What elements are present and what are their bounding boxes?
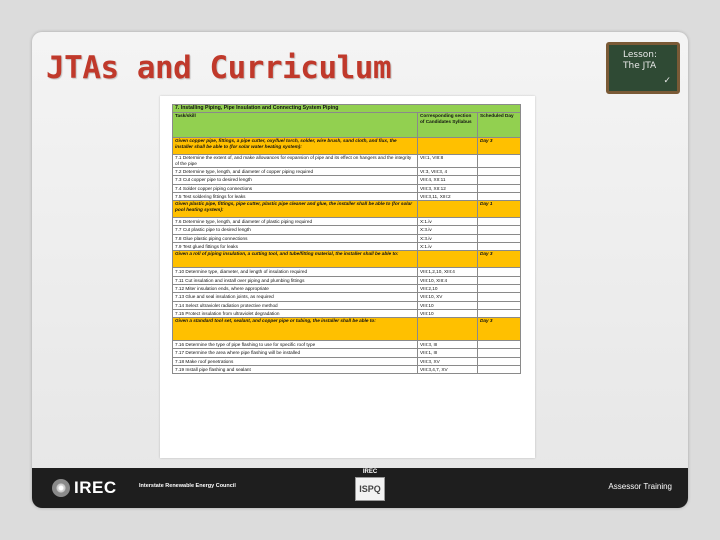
cell-section: VIII:10, XIII:4 xyxy=(418,276,478,284)
cell-task: 7.10 Determine type, diameter, and length of insulation required xyxy=(173,268,418,276)
cell-section: VII:1, VIII:8 xyxy=(418,155,478,168)
table-row-given xyxy=(173,251,521,268)
cell-day xyxy=(478,226,521,234)
cell-day xyxy=(478,293,521,301)
table-row xyxy=(173,268,521,276)
table-row xyxy=(173,218,521,226)
cell-section: VIII:4, XII:11 xyxy=(418,176,478,184)
cell-section: VI:3, VIII:3, 4 xyxy=(418,168,478,176)
cell-day: Day 3 xyxy=(478,318,521,341)
cell-day: Day 3 xyxy=(478,251,521,268)
cell-section xyxy=(418,318,478,341)
cell-task: 7.3 Cut copper pipe to desired length xyxy=(173,176,418,184)
table-row xyxy=(173,184,521,192)
cell-section xyxy=(418,201,478,218)
cell-section: VIII:3,11, XIII:2 xyxy=(418,192,478,200)
cell-day xyxy=(478,176,521,184)
cell-task: 7.11 Cut insulation and install over piping and plumbing fittings xyxy=(173,276,418,284)
table-row xyxy=(173,284,521,292)
jta-document-image xyxy=(160,96,535,458)
cell-section: X:1.iv xyxy=(418,243,478,251)
cell-day xyxy=(478,349,521,357)
chalkboard-line-1: Lesson: xyxy=(623,50,658,60)
table-row xyxy=(173,234,521,242)
cell-task: 7.18 Make roof penetrations xyxy=(173,357,418,365)
table-header-row xyxy=(173,113,521,138)
cell-section: VIII:2,10 xyxy=(418,284,478,292)
cell-day xyxy=(478,276,521,284)
table-row xyxy=(173,301,521,309)
cell-day: Day 1 xyxy=(478,201,521,218)
table-row-given xyxy=(173,138,521,155)
header-day: Scheduled Day xyxy=(478,113,521,138)
cell-section: VIII:3, XV xyxy=(418,357,478,365)
cell-day xyxy=(478,301,521,309)
cell-day xyxy=(478,366,521,374)
table-row xyxy=(173,168,521,176)
cell-task: Given a roll of piping insulation, a cutting tool, and tube/fitting material, the installer shall be able to: xyxy=(173,251,418,268)
cell-section xyxy=(418,138,478,155)
table-row xyxy=(173,276,521,284)
header-task: Task/skill xyxy=(173,113,418,138)
table-row xyxy=(173,366,521,374)
table-row xyxy=(173,226,521,234)
cell-section: VIII:10, XV xyxy=(418,293,478,301)
cell-day xyxy=(478,192,521,200)
cell-task: Given a standard tool set, sealant, and copper pipe or tubing, the installer shall be able to: xyxy=(173,318,418,341)
cell-task: 7.7 Cut plastic pipe to desired length xyxy=(173,226,418,234)
table-row xyxy=(173,243,521,251)
cell-section xyxy=(418,251,478,268)
cell-task: 7.5 Test soldering fittings for leaks xyxy=(173,192,418,200)
cell-section: VIII:1,2,10, XIII:4 xyxy=(418,268,478,276)
table-row xyxy=(173,309,521,317)
cell-section: X:1.iv xyxy=(418,218,478,226)
table-row-given xyxy=(173,201,521,218)
cell-task: 7.8 Glue plastic piping connections xyxy=(173,234,418,242)
cell-section: VIII:1, III xyxy=(418,349,478,357)
irec-logo xyxy=(52,477,117,499)
table-row xyxy=(173,176,521,184)
footer-bar xyxy=(32,468,688,508)
org-name: Interstate Renewable Energy Council xyxy=(139,483,236,489)
ispq-badge-top: IREC xyxy=(362,469,378,475)
table-row xyxy=(173,155,521,168)
cell-task: Given copper pipe, fittings, a pipe cutter, oxy/fuel torch, solder, wire brush, sand cloth, and flux, the installer shall be able to (for solar water heating system): xyxy=(173,138,418,155)
cell-day xyxy=(478,309,521,317)
cell-section: VIII:3, III xyxy=(418,341,478,349)
cell-day xyxy=(478,341,521,349)
cell-task: 7.6 Determine type, length, and diameter of plastic piping required xyxy=(173,218,418,226)
cell-section: VIII:10 xyxy=(418,309,478,317)
table-row-given xyxy=(173,318,521,341)
cell-task: 7.1 Determine the extent of, and make allowances for expansion of pipe and its effect on hangers and the integrity of the pipe xyxy=(173,155,418,168)
cell-task: 7.19 Install pipe flashing and sealant xyxy=(173,366,418,374)
cell-task: 7.12 Miter insulation ends, where appropriate xyxy=(173,284,418,292)
cell-section: VIII:10 xyxy=(418,301,478,309)
table-row xyxy=(173,293,521,301)
cell-day xyxy=(478,168,521,176)
cell-section: VIII:3,4,7, XV xyxy=(418,366,478,374)
footer-label: Assessor Training xyxy=(608,482,672,491)
cell-task: 7.13 Glue and seal insulation joints, as required xyxy=(173,293,418,301)
cell-section: VIII:3, XII:12 xyxy=(418,184,478,192)
cell-day xyxy=(478,357,521,365)
cell-task: 7.9 Test glued fittings for leaks xyxy=(173,243,418,251)
cell-task: 7.14 Select ultraviolet radiation protective method xyxy=(173,301,418,309)
cell-section: X:3.iv xyxy=(418,234,478,242)
table-row xyxy=(173,357,521,365)
table-section-title: 7. Installing Piping, Pipe Insulation and Connecting System Piping xyxy=(173,105,521,113)
cell-task: Given plastic pipe, fittings, pipe cutter, plastic pipe cleaner and glue, the installer shall be able to (for solar pool heating system): xyxy=(173,201,418,218)
check-icon: ✓ xyxy=(663,76,671,86)
chalkboard-line-2: The JTA xyxy=(623,61,657,71)
cell-section: X:3.iv xyxy=(418,226,478,234)
cell-day xyxy=(478,284,521,292)
table-title-row xyxy=(173,105,521,113)
cell-day xyxy=(478,218,521,226)
cell-task: 7.4 Solder copper piping connections xyxy=(173,184,418,192)
table-row xyxy=(173,341,521,349)
cell-day xyxy=(478,155,521,168)
irec-logo-text: IREC xyxy=(74,478,117,497)
cell-day xyxy=(478,268,521,276)
cell-day xyxy=(478,184,521,192)
chalkboard-icon xyxy=(606,42,680,94)
ispq-badge-mark: ISPQ xyxy=(355,477,385,501)
cell-task: 7.16 Determine the type of pipe flashing to use for specific roof type xyxy=(173,341,418,349)
cell-day xyxy=(478,243,521,251)
cell-task: 7.15 Protect insulation from ultraviolet degradation xyxy=(173,309,418,317)
table-row xyxy=(173,192,521,200)
cell-task: 7.2 Determine type, length, and diameter of copper piping required xyxy=(173,168,418,176)
irec-logo-icon xyxy=(52,479,70,497)
ispq-badge-icon xyxy=(334,468,406,508)
cell-day: Day 3 xyxy=(478,138,521,155)
jta-table xyxy=(172,104,521,374)
table-row xyxy=(173,349,521,357)
header-section: Corresponding section of Candidates Syllabus xyxy=(418,113,478,138)
cell-task: 7.17 Determine the area where pipe flashing will be installed xyxy=(173,349,418,357)
cell-day xyxy=(478,234,521,242)
slide-title: JTAs and Curriculum xyxy=(46,50,392,86)
